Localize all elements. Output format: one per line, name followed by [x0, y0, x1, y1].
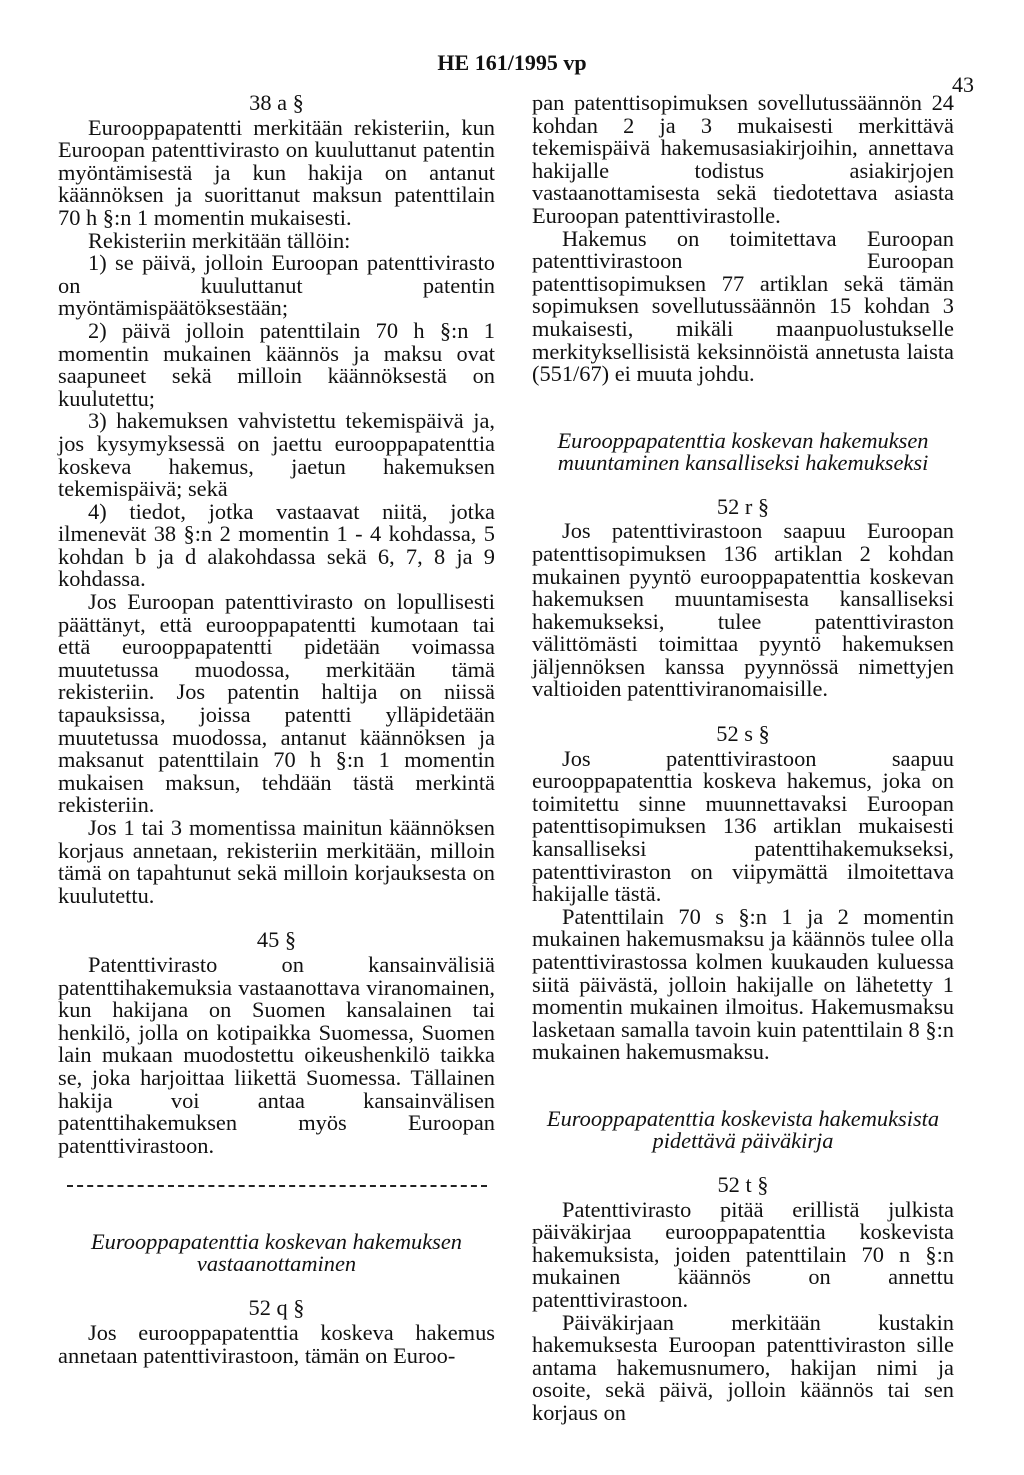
paragraph: Jos 1 tai 3 momentissa mainitun käännöksen korjaus annetaan, rekisteriin merkitään, milloin tämä on tapahtunut sekä milloin korjauksesta on kuulutettu.	[58, 815, 495, 908]
section-52r-heading: 52 r §	[716, 493, 770, 519]
page-header	[0, 50, 1024, 97]
list-item: 4) tiedot, jotka vastaavat niitä, jotka ilmenevät 38 §:n 2 momentin 1 - 4 kohdassa, 5 kohdan b ja d alakohdassa sekä 6, 7, 8 ja 9 kohdassa.	[58, 498, 495, 592]
chapter-heading: Eurooppapatenttia koskevista hakemuksista pidettävä päiväkirja	[546, 1105, 940, 1153]
paragraph: Jos patenttivirastoon saapuu Euroopan patenttisopimuksen 136 artiklan 2 kohdan mukainen pyyntö eurooppapatenttia koskevan hakemuksen muuntamisesta kansalliseksi hakemukseksi, tulee patenttiviraston välittömästi toimittaa pyyntö hakemuksen jäljennöksen kanssa pyynnössä nimettyjen valtioiden patenttiviranomaisille.	[532, 518, 954, 702]
paragraph: Hakemus on toimitettava Euroopan patenttivirastoon Euroopan patenttisopimuksen 77 artiklan sekä tämän sopimuksen sovellutussäännön 15 kohdan 3 mukaisesti, mikäli maanpuolustukselle merkityksellisistä keksinnöistä annetusta laista (551/67) ei muuta johdu.	[532, 225, 954, 387]
paragraph: pan patenttisopimuksen sovellutussäännön 24 kohdan 2 ja 3 mukaisesti merkittävä tekemispäivä hakemusasiakirjoihin, annettava hakijalle todistus asiakirjojen vastaanottamisesta sekä tiedotettava asiasta Euroopan patenttivirastolle.	[532, 90, 954, 228]
list-item: 3) hakemuksen vahvistettu tekemispäivä ja, jos kysymyksessä on jaettu eurooppapatenttia koskeva hakemus, jaetun hakemuksen tekemispäivä; sekä	[58, 408, 495, 502]
chapter-heading: Eurooppapatenttia koskevan hakemuksen vastaanottaminen	[91, 1229, 462, 1277]
paragraph: Jos eurooppapatenttia koskeva hakemus annetaan patenttivirastoon, tämän on Euroo-	[58, 1319, 495, 1368]
page-number: 43	[952, 72, 974, 97]
paragraph: Patenttilain 70 s §:n 1 ja 2 momentin mukainen hakemusmaksu ja käännös tulee olla patenttivirastossa kolmen kuukauden kuluessa siitä päivästä, jolloin hakijalle on lähetetty 1 momentin mukainen ilmoitus. Hakemusmaksu lasketaan samalla tavoin kuin patenttilain 8 §:n mukainen hakemusmaksu.	[532, 903, 954, 1065]
list-item: 2) päivä jolloin patenttilain 70 h §:n 1 momentin mukainen käännös ja maksu ovat saapuneet sekä milloin käännöksestä on kuulutettu;	[58, 317, 495, 411]
section-52s-heading: 52 s §	[716, 721, 770, 747]
left-column	[58, 92, 495, 1367]
section-52q-heading: 52 q §	[248, 1295, 305, 1321]
paragraph: Jos patenttivirastoon saapuu eurooppapatenttia koskeva hakemus, joka on toimitettu sinne muunnettavaksi Euroopan patenttisopimuksen 136 artiklan mukaisesti kansalliseksi patenttihakemukseksi, patenttiviraston on viipymättä ilmoitettava hakijalle tästä.	[532, 745, 954, 907]
paragraph: Eurooppapatentti merkitään rekisteriin, kun Euroopan patenttivirasto on kuuluttanut patentin myöntämisestä ja kun hakija on antanut käännöksen ja suorittanut maksun patenttilain 70 h §:n 1 momentin mukaisesti.	[58, 114, 495, 230]
running-head: HE 161/1995 vp	[437, 50, 587, 75]
paragraph: Patenttivirasto on kansainvälisiä patenttihakemuksia vastaanottava viranomainen, kun hakijana on Suomen kansalainen tai henkilö, jolla on kotipaikka Suomessa, Suomen lain mukaan muodostettu oikeushenkilö taikka se, joka harjoittaa liikettä Suomessa. Tällainen hakija voi antaa kansainvälisen patenttihakemuksen myös Euroopan patenttivirastoon.	[58, 951, 495, 1158]
paragraph: Päiväkirjaan merkitään kustakin hakemuksesta Euroopan patenttiviraston sille antama hakemusnumero, hakijan nimi ja osoite, sekä päivä, jolloin käännös tai sen korjaus on	[532, 1309, 954, 1425]
section-52t-heading: 52 t §	[717, 1171, 769, 1197]
list-item: 1) se päivä, jolloin Euroopan patenttivirasto on kuuluttanut patentin myöntämispäätöksestään;	[58, 250, 495, 321]
section-45-heading: 45 §	[256, 927, 297, 953]
paragraph: Rekisteriin merkitään tällöin:	[88, 227, 351, 253]
chapter-heading: Eurooppapatenttia koskevan hakemuksen muuntaminen kansalliseksi hakemukseksi	[557, 427, 929, 475]
section-38a-heading: 38 a §	[249, 90, 304, 115]
paragraph: Patenttivirasto pitää erillistä julkista päiväkirjaa eurooppapatenttia koskevista hakemuksista, joiden patenttilain 70 n §:n mukainen käännös on annettu patenttivirastoon.	[532, 1196, 954, 1312]
paragraph: Jos Euroopan patenttivirasto on lopullisesti päättänyt, että eurooppapatentti kumotaan tai että eurooppapatentti pidetään voimassa muutetussa muodossa, merkitään tämä rekisteriin. Jos patentin haltija on niissä tapauksissa, joissa patentti ylläpidetään muutetussa muodossa, antanut käännöksen ja maksanut patenttilain 70 h §:n 1 momentin mukaisen maksun, tehdään tästä merkintä rekisteriin.	[58, 589, 495, 818]
right-column	[532, 92, 954, 1425]
